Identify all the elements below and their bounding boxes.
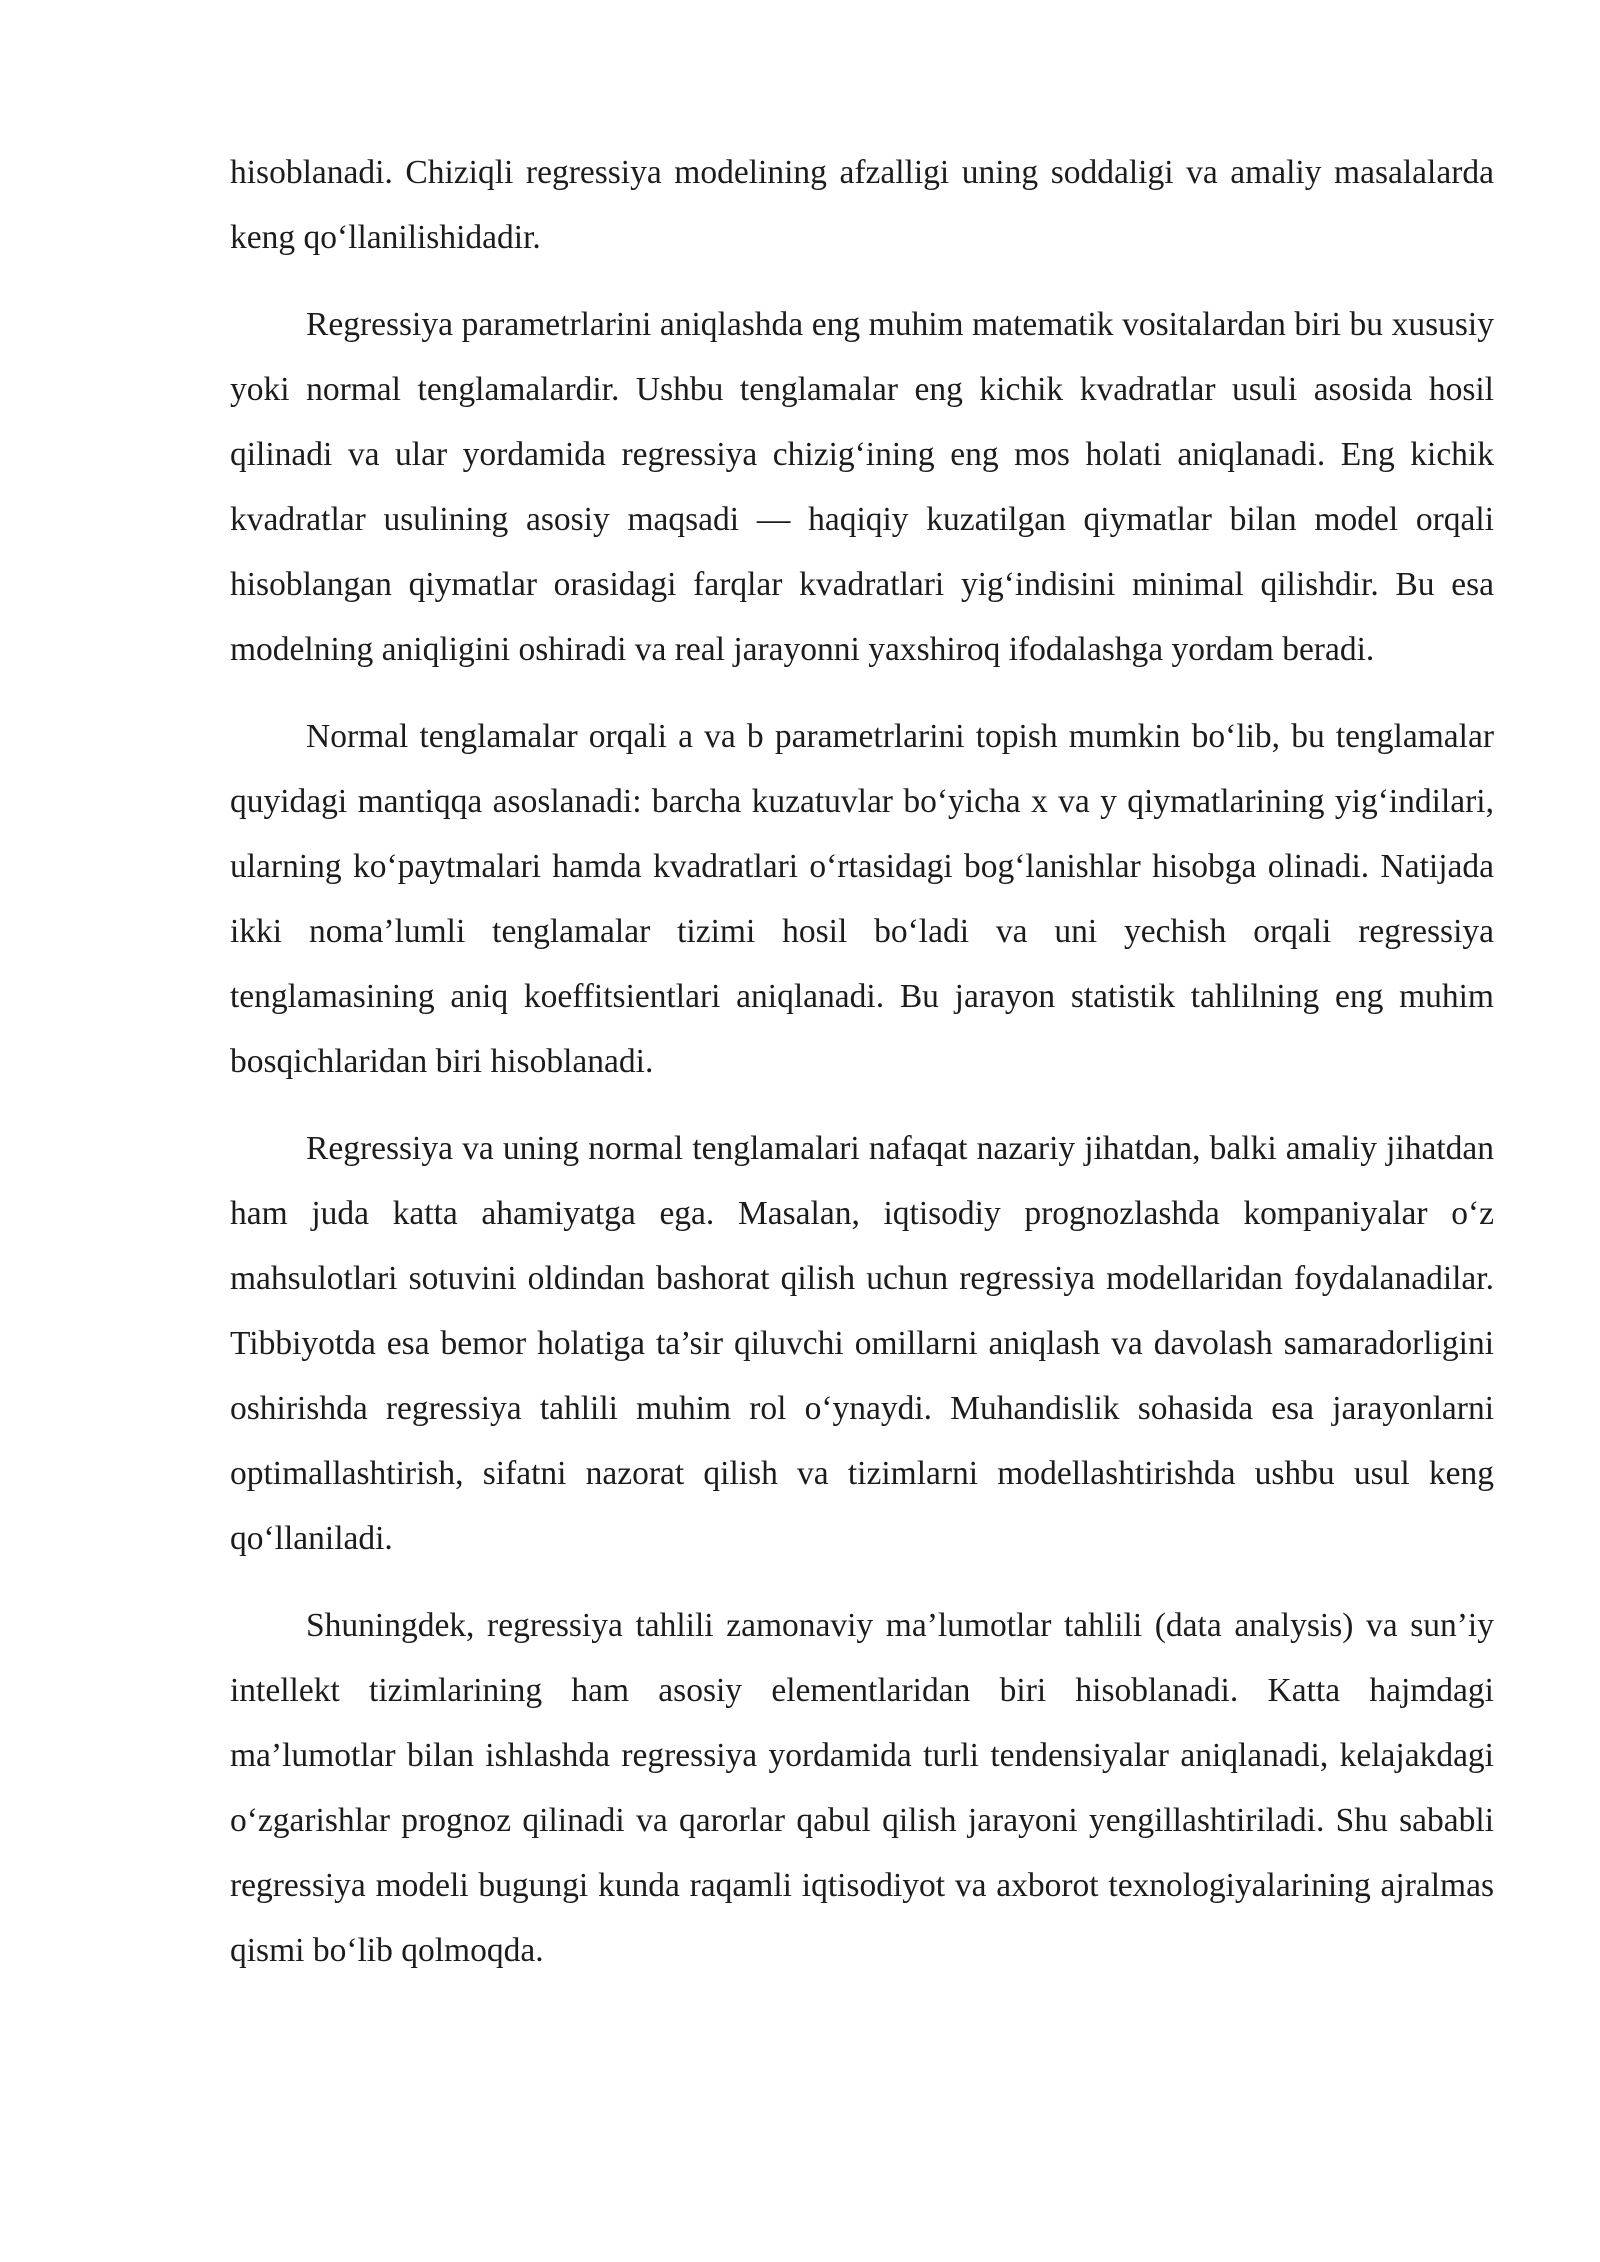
document-page xyxy=(230,140,1494,2005)
paragraph-1: hisoblanadi. Chiziqli regressiya modelining afzalligi uning soddaligi va amaliy masalalarda keng qo‘llanilishidadir. xyxy=(230,154,1494,256)
paragraph-4: Regressiya va uning normal tenglamalari nafaqat nazariy jihatdan, balki amaliy jihatdan ham juda katta ahamiyatga ega. Masalan, iqtisodiy prognozlashda kompaniyalar o‘z mahsulotlari sotuvini oldindan bashorat qilish uchun regressiya modellaridan foydalanadilar. Tibbiyotda esa bemor holatiga ta’sir qiluvchi omillarni aniqlash va davolash samaradorligini oshirishda regressiya tahlili muhim rol o‘ynaydi. Muhandislik sohasida esa jarayonlarni optimallashtirish, sifatni nazorat qilish va tizimlarni modellashtirishda ushbu usul keng qo‘llaniladi. xyxy=(230,1130,1494,1557)
paragraph-2: Regressiya parametrlarini aniqlashda eng muhim matematik vositalardan biri bu xususiy yoki normal tenglamalardir. Ushbu tenglamalar eng kichik kvadratlar usuli asosida hosil qilinadi va ular yordamida regressiya chizig‘ining eng mos holati aniqlanadi. Eng kichik kvadratlar usulining asosiy maqsadi — haqiqiy kuzatilgan qiymatlar bilan model orqali hisoblangan qiymatlar orasidagi farqlar kvadratlari yig‘indisini minimal qilishdir. Bu esa modelning aniqligini oshiradi va real jarayonni yaxshiroq ifodalashga yordam beradi. xyxy=(230,306,1494,668)
paragraph-3: Normal tenglamalar orqali a va b parametrlarini topish mumkin bo‘lib, bu tenglamalar quyidagi mantiqqa asoslanadi: barcha kuzatuvlar bo‘yicha x va y qiymatlarining yig‘indilari, ularning ko‘paytmalari hamda kvadratlari o‘rtasidagi bog‘lanishlar hisobga olinadi. Natijada ikki noma’lumli tenglamalar tizimi hosil bo‘ladi va uni yechish orqali regressiya tenglamasining aniq koeffitsientlari aniqlanadi. Bu jarayon statistik tahlilning eng muhim bosqichlaridan biri hisoblanadi. xyxy=(230,718,1494,1080)
paragraph-5: Shuningdek, regressiya tahlili zamonaviy ma’lumotlar tahlili (data analysis) va sun’iy intellekt tizimlarining ham asosiy elementlaridan biri hisoblanadi. Katta hajmdagi ma’lumotlar bilan ishlashda regressiya yordamida turli tendensiyalar aniqlanadi, kelajakdagi o‘zgarishlar prognoz qilinadi va qarorlar qabul qilish jarayoni yengillashtiriladi. Shu sababli regressiya modeli bugungi kunda raqamli iqtisodiyot va axborot texnologiyalarining ajralmas qismi bo‘lib qolmoqda. xyxy=(230,1607,1494,1969)
